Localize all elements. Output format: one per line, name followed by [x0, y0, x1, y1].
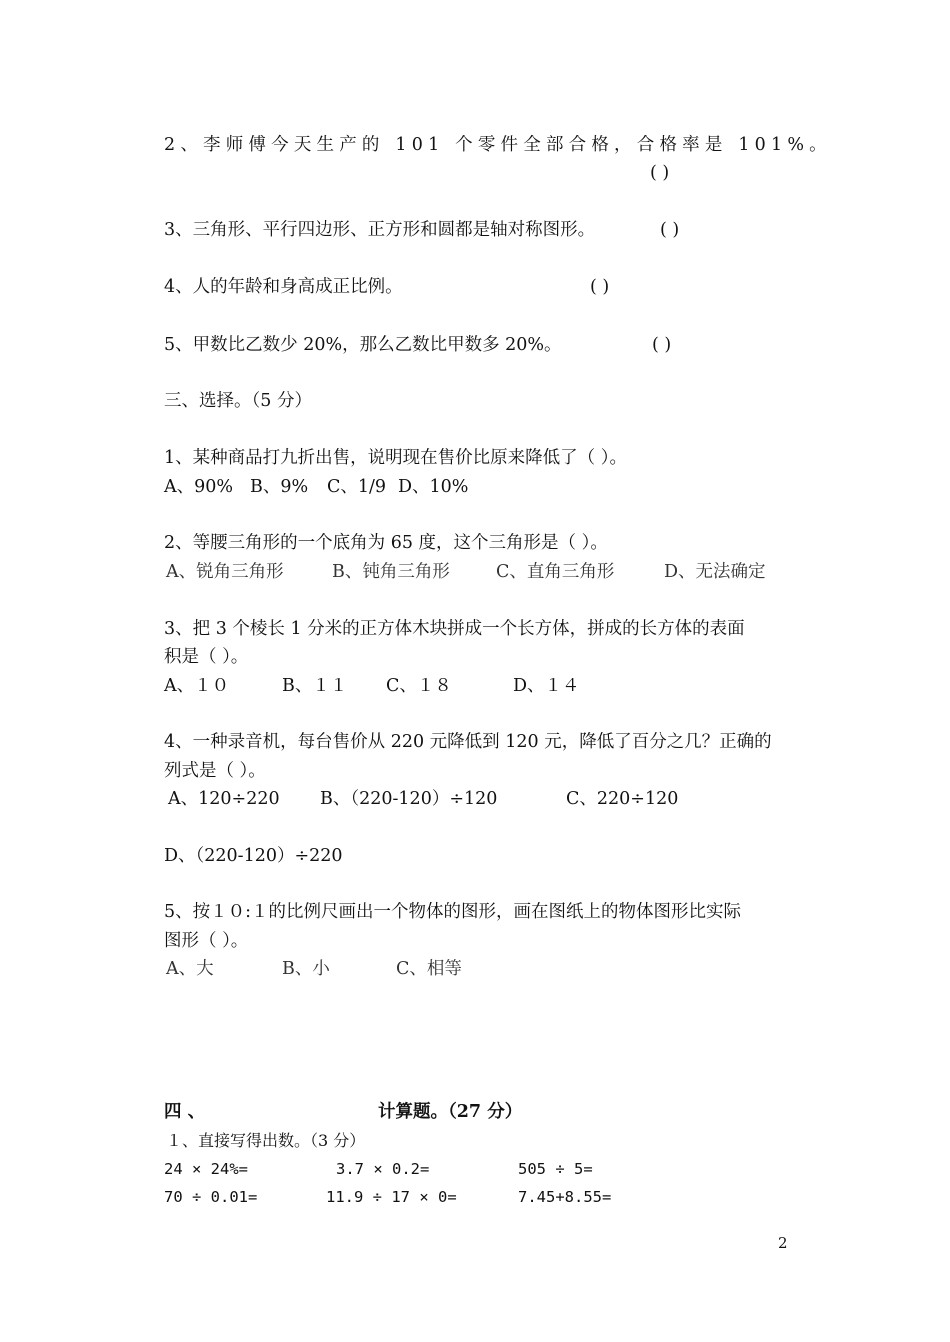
choice-option[interactable]: B、小 [282, 959, 330, 979]
choice-option[interactable]: C、220÷120 [566, 789, 679, 809]
section-heading-calc: 计算题。（27 分） [378, 1102, 523, 1122]
calc-item: 7.45+8.55= [518, 1188, 612, 1206]
choice-question-3-line2: 积是（ ）。 [164, 647, 249, 667]
choice-question-2: 2、等腰三角形的一个底角为 65 度，这个三角形是（ ）。 [164, 533, 608, 553]
choice-option[interactable]: C、1/9 [327, 477, 387, 497]
choice-option[interactable]: D、（220-120）÷220 [164, 846, 343, 866]
choice-option[interactable]: A、锐角三角形 [166, 562, 284, 582]
choice-option[interactable]: A、90% [164, 477, 234, 497]
choice-question-5-line1: 5、按１０:１的比例尺画出一个物体的图形，画在图纸上的物体图形比实际 [164, 902, 742, 922]
answer-paren[interactable]: ( ) [660, 220, 680, 240]
calc-item: 11.9 ÷ 17 × 0= [326, 1188, 457, 1206]
tf-question-3: 3、三角形、平行四边形、正方形和圆都是轴对称图形。 [164, 220, 596, 240]
choice-option[interactable]: C、相等 [396, 959, 462, 979]
choice-option[interactable]: A、大 [166, 959, 214, 979]
choice-option[interactable]: D、无法确定 [664, 562, 766, 582]
calc-item: 3.7 × 0.2= [336, 1160, 430, 1178]
tf-question-5: 5、甲数比乙数少 20%，那么乙数比甲数多 20%。 [164, 335, 562, 355]
choice-option[interactable]: B、9% [250, 477, 309, 497]
choice-option[interactable]: A、120÷220 [168, 789, 280, 809]
choice-option[interactable]: B、（220-120）÷120 [320, 789, 498, 809]
answer-paren[interactable]: ( ) [650, 163, 670, 183]
choice-question-4-line2: 列式是（ ）。 [164, 761, 266, 781]
answer-paren[interactable]: ( ) [590, 277, 610, 297]
choice-option[interactable]: D、10% [398, 477, 469, 497]
answer-paren[interactable]: ( ) [652, 335, 672, 355]
choice-question-4-line1: 4、一种录音机，每台售价从 220 元降低到 120 元，降低了百分之几？正确的 [164, 732, 772, 752]
choice-question-1: 1、某种商品打九折出售，说明现在售价比原来降低了（ ）。 [164, 448, 627, 468]
section-heading-prefix: 四 、 [164, 1102, 206, 1122]
choice-option[interactable]: A、１０ [164, 676, 230, 696]
choice-option[interactable]: C、直角三角形 [496, 562, 615, 582]
choice-option[interactable]: B、１１ [282, 676, 348, 696]
choice-option[interactable]: D、１４ [513, 676, 580, 696]
tf-question-2: 2、李师傅今天生产的 101 个零件全部合格，合格率是 101%。 [164, 135, 832, 155]
calc-item: 24 × 24%= [164, 1160, 248, 1178]
calc-item: 70 ÷ 0.01= [164, 1188, 258, 1206]
choice-question-5-line2: 图形（ ）。 [164, 931, 249, 951]
page-number: 2 [778, 1234, 788, 1252]
calc-subheading: １、直接写得出数。（3 分） [166, 1131, 366, 1150]
choice-option[interactable]: B、钝角三角形 [332, 562, 450, 582]
choice-question-3-line1: 3、把 3 个棱长 1 分米的正方体木块拼成一个长方体，拼成的长方体的表面 [164, 619, 745, 639]
choice-option[interactable]: C、１８ [386, 676, 452, 696]
tf-question-4: 4、人的年龄和身高成正比例。 [164, 277, 403, 297]
calc-item: 505 ÷ 5= [518, 1160, 593, 1178]
section-heading-choice: 三、选择。（5 分） [164, 391, 312, 411]
